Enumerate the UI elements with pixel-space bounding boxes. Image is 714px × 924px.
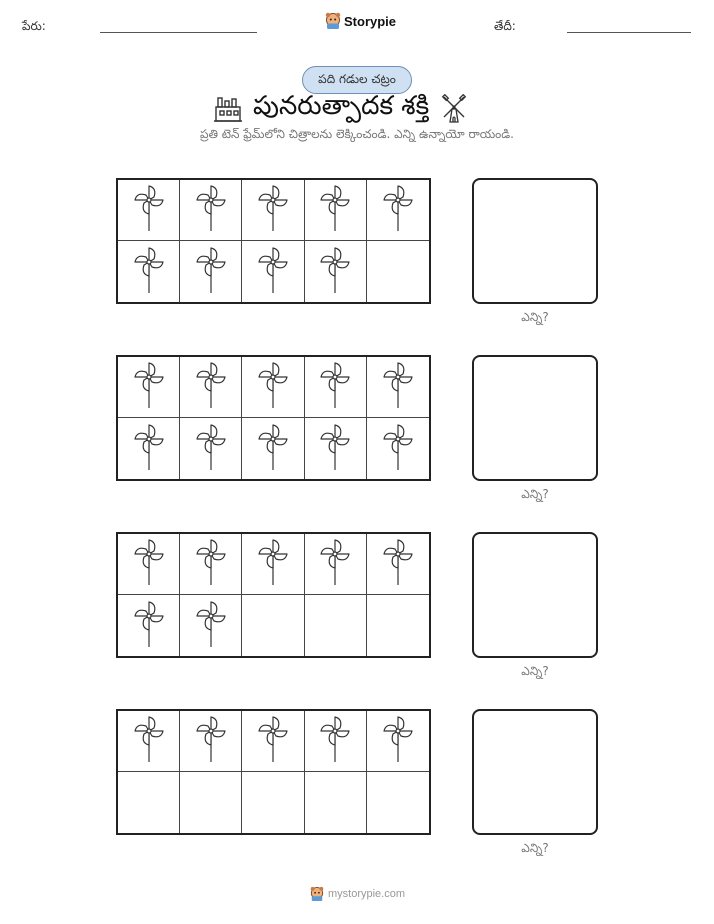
storypie-mascot-icon [325, 12, 341, 30]
frame-cell [242, 534, 304, 595]
pinwheel-icon [381, 183, 415, 237]
pinwheel-icon [132, 245, 166, 299]
storypie-mascot-icon [310, 886, 324, 902]
frame-cell [305, 534, 367, 595]
pinwheel-icon [318, 183, 352, 237]
name-field[interactable] [100, 32, 257, 33]
how-many-label-2: ఎన్ని? [521, 487, 549, 501]
frame-cell [367, 772, 429, 833]
frame-cell [180, 357, 242, 418]
pinwheel-icon [318, 714, 352, 768]
pinwheel-icon [194, 537, 228, 591]
frame-cell [242, 180, 304, 241]
pinwheel-icon [194, 714, 228, 768]
frame-cell [367, 418, 429, 479]
pinwheel-icon [318, 422, 352, 476]
date-label: తేదీ: [494, 19, 516, 33]
ten-frame-1 [116, 178, 431, 304]
frame-cell [180, 534, 242, 595]
frame-cell [367, 241, 429, 302]
frame-cell [180, 180, 242, 241]
pinwheel-icon [194, 245, 228, 299]
worksheet-type-badge: పది గడుల చట్రం [302, 66, 412, 94]
frame-cell [367, 180, 429, 241]
frame-cell [242, 711, 304, 772]
frame-cell [118, 357, 180, 418]
pinwheel-icon [132, 599, 166, 653]
pinwheel-icon [381, 537, 415, 591]
frame-cell [367, 711, 429, 772]
frame-cell [305, 772, 367, 833]
frame-cell [180, 241, 242, 302]
answer-box-4[interactable] [472, 709, 598, 835]
how-many-label-1: ఎన్ని? [521, 310, 549, 324]
answer-box-3[interactable] [472, 532, 598, 658]
frame-cell [305, 711, 367, 772]
pinwheel-icon [132, 183, 166, 237]
pinwheel-icon [132, 422, 166, 476]
answer-box-1[interactable] [472, 178, 598, 304]
name-label: పేరు: [22, 19, 46, 33]
frame-cell [367, 357, 429, 418]
pinwheel-icon [318, 245, 352, 299]
frame-cell [118, 711, 180, 772]
frame-cell [367, 595, 429, 656]
frame-cell [305, 180, 367, 241]
frame-cell [118, 241, 180, 302]
footer [310, 886, 405, 902]
pinwheel-icon [132, 714, 166, 768]
frame-cell [118, 772, 180, 833]
pinwheel-icon [256, 183, 290, 237]
pinwheel-icon [194, 360, 228, 414]
pinwheel-icon [256, 537, 290, 591]
frame-cell [242, 772, 304, 833]
ten-frame-3 [116, 532, 431, 658]
answer-box-2[interactable] [472, 355, 598, 481]
frame-cell [118, 534, 180, 595]
frame-cell [118, 595, 180, 656]
pinwheel-icon [256, 714, 290, 768]
pinwheel-icon [381, 360, 415, 414]
pinwheel-icon [194, 599, 228, 653]
frame-cell [305, 595, 367, 656]
pinwheel-icon [381, 422, 415, 476]
frame-cell [305, 241, 367, 302]
frame-cell [242, 418, 304, 479]
title-text: పునరుత్పాదక శక్తి [253, 91, 430, 121]
frame-cell [242, 595, 304, 656]
windmill-icon [439, 94, 469, 124]
frame-cell [118, 418, 180, 479]
pinwheel-icon [132, 537, 166, 591]
frame-cell [367, 534, 429, 595]
instructions: ప్రతి టెన్ ఫ్రేమ్‌లోని చిత్రాలను లెక్కించండి. ఎన్ని ఉన్నాయో రాయండి. [200, 127, 514, 141]
frame-cell [305, 418, 367, 479]
ten-frame-2 [116, 355, 431, 481]
factory-icon [213, 95, 243, 123]
frame-cell [118, 180, 180, 241]
pinwheel-icon [194, 422, 228, 476]
pinwheel-icon [256, 245, 290, 299]
brand-logo: Storypie [325, 12, 396, 30]
footer-url: mystorypie.com [328, 888, 406, 900]
frame-cell [180, 595, 242, 656]
frame-cell [305, 357, 367, 418]
how-many-label-4: ఎన్ని? [521, 841, 549, 855]
frame-cell [242, 241, 304, 302]
date-field[interactable] [567, 32, 691, 33]
frame-cell [180, 711, 242, 772]
ten-frame-4 [116, 709, 431, 835]
pinwheel-icon [256, 360, 290, 414]
pinwheel-icon [318, 360, 352, 414]
page-title [213, 92, 503, 126]
pinwheel-icon [381, 714, 415, 768]
frame-cell [180, 772, 242, 833]
pinwheel-icon [194, 183, 228, 237]
how-many-label-3: ఎన్ని? [521, 664, 549, 678]
frame-cell [180, 418, 242, 479]
pinwheel-icon [132, 360, 166, 414]
pinwheel-icon [256, 422, 290, 476]
pinwheel-icon [318, 537, 352, 591]
frame-cell [242, 357, 304, 418]
